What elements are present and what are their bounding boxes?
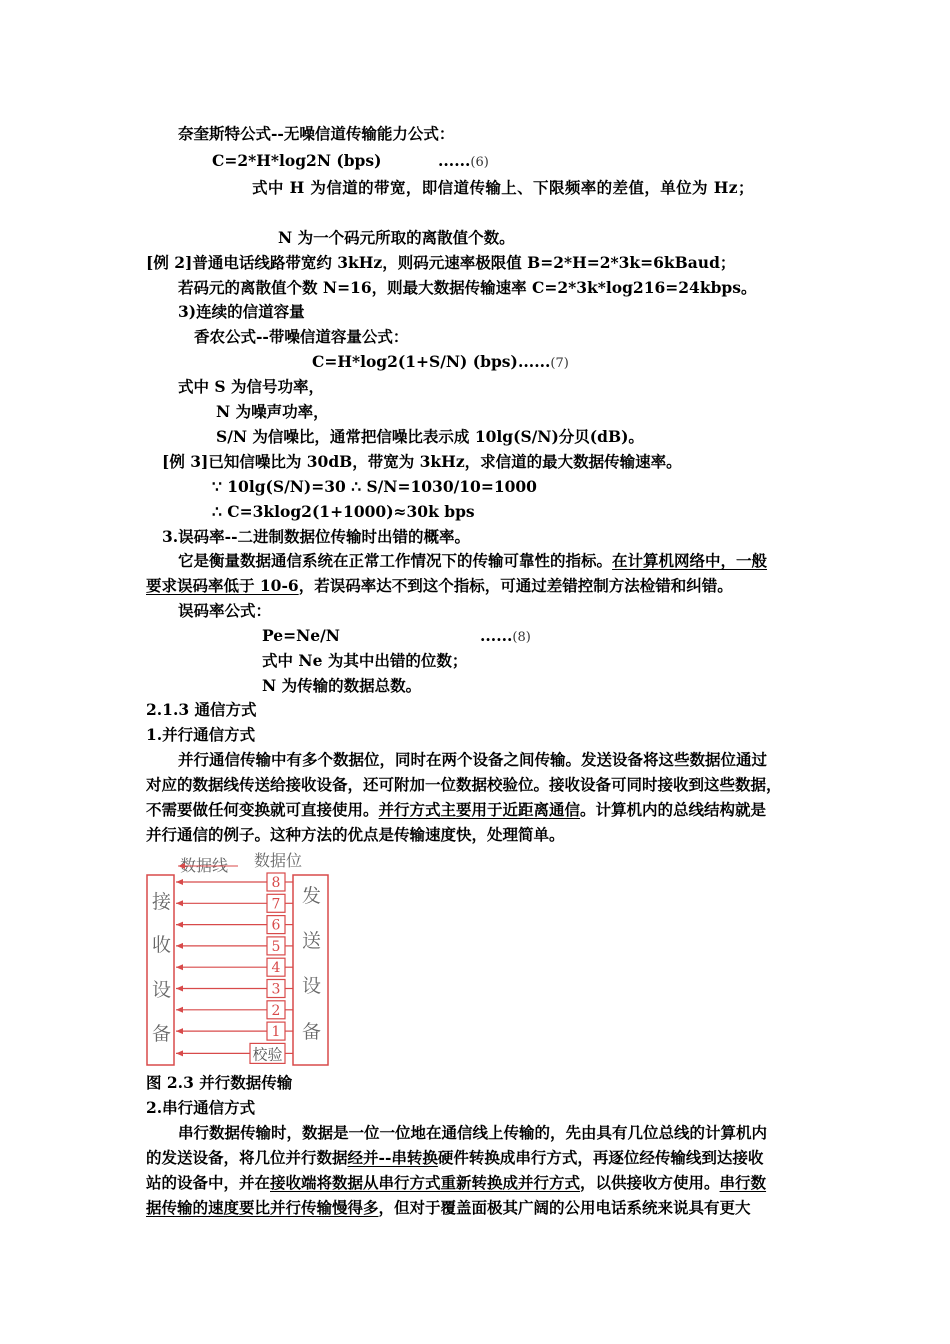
equation-number: (8) (512, 630, 531, 645)
receiver-char: 备 (152, 1023, 172, 1045)
bit-label: 3 (271, 981, 281, 998)
ber-n-def: N 为传输的数据总数。 (262, 676, 422, 695)
ber-paragraph-line-2: 要求误码率低于 10-6，若误码率达不到这个指标，可通过差错控制方法检错和纠错。 (146, 576, 733, 595)
serial-paragraph-line-2: 的发送设备，将几位并行数据经并--串转换硬件转换成串行方式，再逐位经传输线到达接收 (146, 1148, 764, 1167)
bit-label: 1 (271, 1024, 281, 1041)
parallel-paragraph-line-2: 对应的数据线传送给接收设备，还可附加一位数据校验位。接收设备可同时接收到这些数据， (146, 775, 782, 794)
sender-char: 设 (302, 975, 322, 997)
serial-heading: 2.串行通信方式 (146, 1098, 256, 1117)
shannon-n-def: N 为噪声功率， (216, 402, 329, 421)
ber-heading: 3.误码率--二进制数据位传输时出错的概率。 (162, 527, 471, 546)
data-lines-label: 数据线 (180, 856, 229, 875)
bit-label: 7 (271, 896, 281, 913)
parallel-heading: 1.并行通信方式 (146, 725, 256, 744)
data-bits-label: 数据位 (254, 851, 303, 870)
sender-char: 发 (302, 885, 322, 907)
underlined-text: 要求误码率低于 10-6 (146, 576, 299, 595)
bit-label: 6 (271, 917, 281, 934)
example-3-step-2: ∴ C=3klog2(1+1000)≈30k bps (212, 502, 475, 521)
sender-char: 送 (302, 930, 322, 952)
bit-label: 2 (271, 1002, 281, 1019)
nyquist-h-def: 式中 H 为信道的带宽，即信道传输上、下限频率的差值，单位为 Hz； (252, 178, 754, 197)
nyquist-n-def: N 为一个码元所取的离散值个数。 (278, 228, 515, 247)
parity-label: 校验 (252, 1045, 283, 1064)
bit-label: 8 (271, 875, 281, 891)
shannon-formula: C=H*log2(1+S/N) (bps) (312, 352, 518, 371)
example-2-result: 若码元的离散值个数 N=16，则最大数据传输速率 C=2*3k*log216=24kbps。 (178, 278, 757, 297)
section-heading: 2.1.3 通信方式 (146, 700, 257, 719)
continuous-capacity-heading: 3)连续的信道容量 (178, 302, 305, 321)
serial-paragraph-line-3: 站的设备中，并在接收端将数据从串行方式重新转换成并行方式，以供接收方使用。串行数 (146, 1173, 767, 1192)
underlined-text: 在计算机网络中，一般 (612, 551, 768, 570)
underlined-text: 并行方式主要用于近距离通信 (378, 800, 581, 819)
snr-def: S/N 为信噪比，通常把信噪比表示成 10lg(S/N)分贝(dB)。 (216, 427, 644, 446)
ber-paragraph-line-1: 它是衡量数据通信系统在正常工作情况下的传输可靠性的指标。在计算机网络中，一般 (178, 551, 768, 570)
parallel-paragraph-line-4: 并行通信的例子。这种方法的优点是传输速度快，处理简单。 (146, 825, 565, 844)
ber-ne-def: 式中 Ne 为其中出错的位数； (262, 651, 468, 670)
serial-paragraph-line-1: 串行数据传输时，数据是一位一位地在通信线上传输的，先由具有几位总线的计算机内 (178, 1123, 768, 1142)
sender-char: 备 (302, 1021, 322, 1043)
parallel-transmission-figure (146, 850, 336, 1070)
underlined-text: 接收端将数据从串行方式重新转换成并行方式 (270, 1173, 581, 1192)
receiver-char: 收 (152, 934, 172, 956)
example-3: [例 3]已知信噪比为 30dB，带宽为 3kHz，求信道的最大数据传输速率。 (162, 452, 682, 471)
ber-formula: Pe=Ne/N (262, 626, 340, 645)
parallel-paragraph-line-3: 不需要做任何变换就可直接使用。并行方式主要用于近距离通信。计算机内的总线结构就是 (146, 800, 767, 819)
formula-dots: ......(8) (480, 626, 531, 645)
receiver-char: 设 (152, 979, 172, 1001)
example-2: [例 2]普通电话线路带宽约 3kHz，则码元速率极限值 B=2*H=2*3k=6kBaud； (146, 253, 736, 272)
parallel-paragraph-line-1: 并行通信传输中有多个数据位，同时在两个设备之间传输。发送设备将这些数据位通过 (178, 750, 768, 769)
formula-dots: ......(7) (518, 352, 569, 371)
serial-paragraph-line-4: 据传输的速度要比并行传输慢得多，但对于覆盖面极其广阔的公用电话系统来说具有更大 (146, 1198, 751, 1217)
bit-label: 4 (271, 960, 281, 977)
equation-number: (7) (550, 356, 569, 371)
formula-dots: ......(6) (438, 151, 489, 170)
shannon-s-def: 式中 S 为信号功率， (178, 377, 324, 396)
bit-label: 5 (271, 938, 281, 955)
nyquist-heading: 奈奎斯特公式--无噪信道传输能力公式： (178, 124, 455, 143)
example-3-step-1: ∵ 10lg(S/N)=30 ∴ S/N=1030/10=1000 (212, 477, 537, 496)
shannon-heading: 香农公式--带噪信道容量公式： (194, 327, 409, 346)
receiver-char: 接 (152, 891, 172, 913)
equation-number: (6) (470, 155, 489, 170)
ber-formula-heading: 误码率公式： (178, 601, 272, 620)
underlined-text: 串行数 (719, 1173, 767, 1192)
nyquist-formula: C=2*H*log2N (bps) (212, 151, 382, 170)
underlined-text: 据传输的速度要比并行传输慢得多 (146, 1198, 379, 1217)
underlined-text: 经并--串转换 (347, 1148, 438, 1167)
figure-caption: 图 2.3 并行数据传输 (146, 1073, 293, 1092)
